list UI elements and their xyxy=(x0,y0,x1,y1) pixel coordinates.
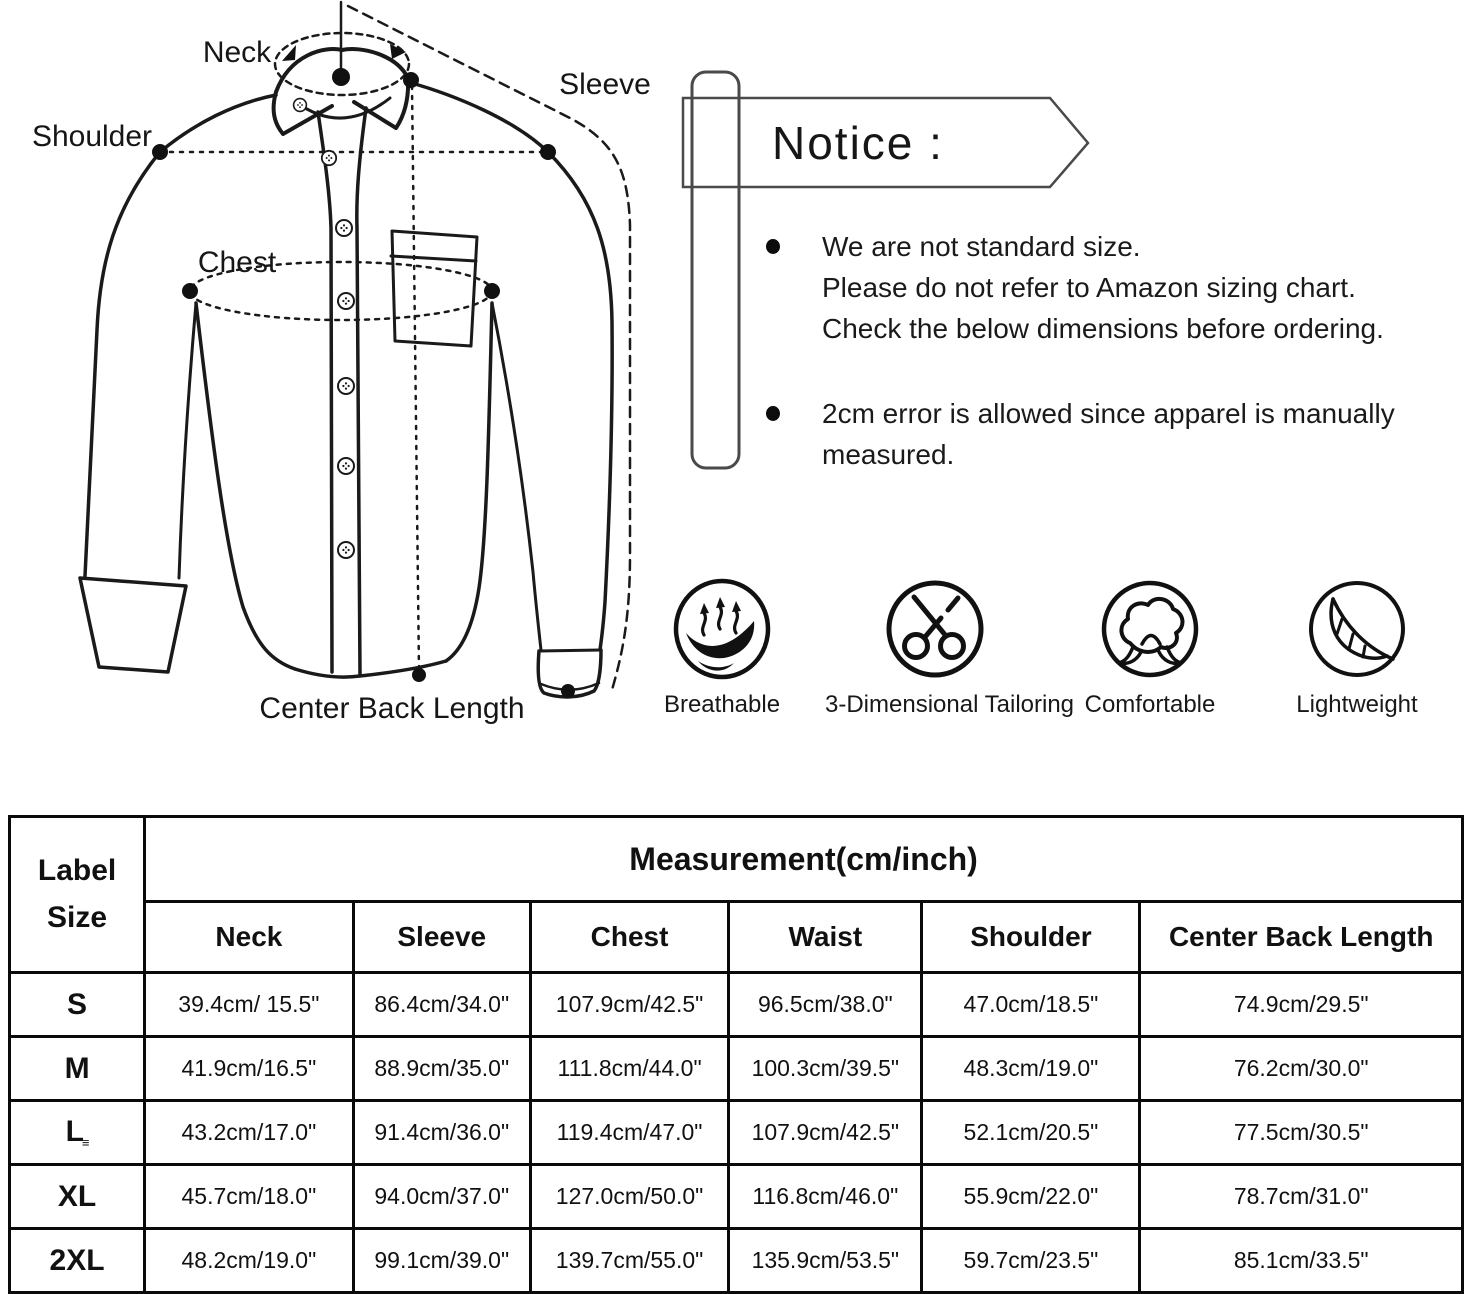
cell-2xl-chest: 139.7cm/55.0" xyxy=(530,1229,728,1293)
cell-l-chest: 119.4cm/47.0" xyxy=(530,1101,728,1165)
column-header-chest: Chest xyxy=(530,902,728,973)
size-label-m: M xyxy=(10,1037,145,1101)
notice-line: measured. xyxy=(822,439,955,470)
cell-xl-shoulder: 55.9cm/22.0" xyxy=(922,1165,1140,1229)
column-header-waist: Waist xyxy=(729,902,922,973)
feature-lightweight xyxy=(1247,577,1467,719)
cell-xl-neck: 45.7cm/18.0" xyxy=(145,1165,354,1229)
cell-2xl-waist: 135.9cm/53.5" xyxy=(729,1229,922,1293)
label-size-header xyxy=(10,817,145,973)
cell-s-neck: 39.4cm/ 15.5" xyxy=(145,973,354,1037)
left-shoulder-seam xyxy=(160,95,276,152)
cell-l-sleeve: 91.4cm/36.0" xyxy=(353,1101,530,1165)
cell-m-cbl: 76.2cm/30.0" xyxy=(1140,1037,1463,1101)
neck-label: Neck xyxy=(202,36,272,69)
column-header-shoulder: Shoulder xyxy=(922,902,1140,973)
shirt-buttons xyxy=(294,99,354,558)
body-right-edge xyxy=(446,303,492,661)
size-label-2xl: 2XL xyxy=(10,1229,145,1293)
left-sleeve-outer xyxy=(85,152,160,576)
cell-m-neck: 41.9cm/16.5" xyxy=(145,1037,354,1101)
cell-m-chest: 111.8cm/44.0" xyxy=(530,1037,728,1101)
feature-label: Lightweight xyxy=(1296,691,1418,718)
table-row-l xyxy=(10,1101,1463,1165)
column-header-sleeve: Sleeve xyxy=(353,902,530,973)
table-row-m xyxy=(10,1037,1463,1101)
notice-line: We are not standard size. xyxy=(822,231,1141,262)
cell-s-waist: 96.5cm/38.0" xyxy=(729,973,922,1037)
feature-label: Breathable xyxy=(663,691,781,718)
table-row-s xyxy=(10,973,1463,1037)
cell-l-neck: 43.2cm/17.0" xyxy=(145,1101,354,1165)
left-sleeve-inner xyxy=(179,303,196,578)
cell-xl-sleeve: 94.0cm/37.0" xyxy=(353,1165,530,1229)
label-size-line1: Label xyxy=(37,854,117,887)
cell-2xl-sleeve: 99.1cm/39.0" xyxy=(353,1229,530,1293)
chest-pocket-flap xyxy=(391,256,476,261)
cell-xl-waist: 116.8cm/46.0" xyxy=(729,1165,922,1229)
stray-cursor-artifact: ≡ xyxy=(81,1135,89,1150)
table-row-2xl xyxy=(10,1229,1463,1293)
cell-s-sleeve: 86.4cm/34.0" xyxy=(353,973,530,1037)
right-sleeve-outer xyxy=(548,152,612,650)
cell-s-shoulder: 47.0cm/18.5" xyxy=(922,973,1140,1037)
bullet-icon xyxy=(766,406,780,421)
comfortable-icon xyxy=(1100,577,1200,681)
left-cuff xyxy=(80,578,186,672)
cell-2xl-cbl: 85.1cm/33.5" xyxy=(1140,1229,1463,1293)
size-label-s: S xyxy=(10,973,145,1037)
sleeve-label: Sleeve xyxy=(559,68,651,101)
cell-m-waist: 100.3cm/39.5" xyxy=(729,1037,922,1101)
size-label-l: $L_\equiv$ xyxy=(10,1101,145,1165)
collar-left-leaf xyxy=(274,92,332,134)
chest-label: Chest xyxy=(197,246,277,279)
bullet-icon xyxy=(766,239,780,254)
placket-right xyxy=(357,108,366,674)
center-back-length-label: Center Back Length xyxy=(259,692,525,725)
notice-title: Notice : xyxy=(772,117,944,169)
size-label-xl: XL xyxy=(10,1165,145,1229)
table-row-xl xyxy=(10,1165,1463,1229)
cell-m-shoulder: 48.3cm/19.0" xyxy=(922,1037,1140,1101)
measurement-group-header: Measurement(cm/inch) xyxy=(145,817,1463,902)
feature-comfortable xyxy=(1040,577,1260,719)
cell-xl-chest: 127.0cm/50.0" xyxy=(530,1165,728,1229)
cell-l-cbl: 77.5cm/30.5" xyxy=(1140,1101,1463,1165)
right-sleeve-inner xyxy=(492,303,541,650)
label-size-line2: Size xyxy=(47,900,108,934)
cell-l-shoulder: 52.1cm/20.5" xyxy=(922,1101,1140,1165)
shirt-measurement-diagram xyxy=(0,0,670,780)
right-cuff-seam xyxy=(539,650,601,651)
shoulder-label: Shoulder xyxy=(31,120,153,153)
shirt-illustration xyxy=(0,0,670,780)
column-header-neck: Neck xyxy=(145,902,354,973)
cell-l-waist: 107.9cm/42.5" xyxy=(729,1101,922,1165)
feature-breathable xyxy=(612,577,832,719)
notice-line: 2cm error is allowed since apparel is manually xyxy=(822,398,1395,429)
tailoring-icon xyxy=(885,577,985,681)
feature-tailoring xyxy=(825,577,1075,719)
notice-bullet-1 xyxy=(766,226,1384,349)
body-left-edge xyxy=(196,303,295,669)
cell-2xl-neck: 48.2cm/19.0" xyxy=(145,1229,354,1293)
signpost-pole xyxy=(692,72,739,468)
cell-s-cbl: 74.9cm/29.5" xyxy=(1140,973,1463,1037)
notice-line: Check the below dimensions before ordering. xyxy=(822,313,1384,344)
sleeve-measure-line xyxy=(348,6,630,690)
notice-bullet-2 xyxy=(766,393,1395,475)
feature-label: Comfortable xyxy=(1084,691,1216,718)
column-header-center-back-length: Center Back Length xyxy=(1140,902,1463,973)
back-length-measure-line xyxy=(412,86,419,672)
breathable-icon xyxy=(672,577,772,681)
notice-line: Please do not refer to Amazon sizing chart. xyxy=(822,272,1356,303)
right-shoulder-seam xyxy=(408,82,548,152)
placket-left xyxy=(318,112,332,672)
feature-label: 3-Dimensional Tailoring xyxy=(825,691,1075,718)
cell-s-chest: 107.9cm/42.5" xyxy=(530,973,728,1037)
size-table xyxy=(8,815,1464,1294)
cell-m-sleeve: 88.9cm/35.0" xyxy=(353,1037,530,1101)
cell-xl-cbl: 78.7cm/31.0" xyxy=(1140,1165,1463,1229)
cell-2xl-shoulder: 59.7cm/23.5" xyxy=(922,1229,1140,1293)
chest-pocket xyxy=(392,231,477,346)
lightweight-icon xyxy=(1307,577,1407,681)
